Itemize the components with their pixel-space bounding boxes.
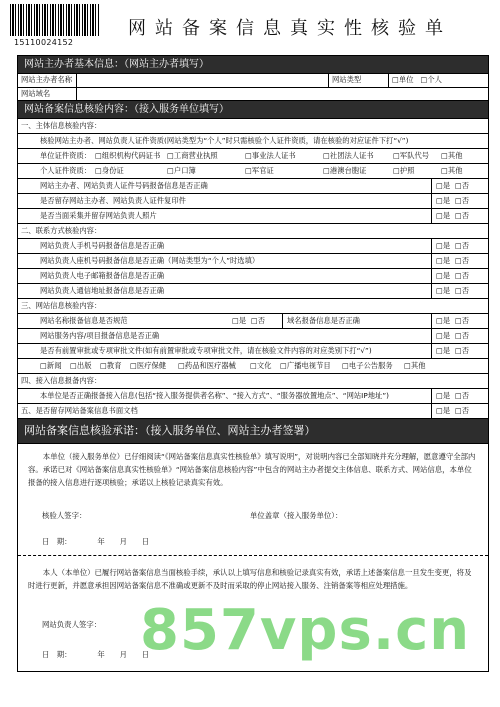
subject-instruction: 核验网站主办者、网站负责人证件资质(网站类型为“个人”时只需核验个人证件资质，请在核验的对应证件下打“√”) <box>18 134 488 149</box>
person-opt-household[interactable]: □户口簿 <box>167 166 196 175</box>
approval-opt-publishing[interactable]: □出版 <box>70 361 92 370</box>
no-checkbox[interactable]: □否 <box>250 316 266 325</box>
approval-opt-broadcast[interactable]: □广播电视节目 <box>280 361 331 370</box>
person-credentials-row <box>18 164 488 179</box>
check-row: 是否留存网站主办者、网站负责人证件复印件 □是 □否 <box>18 194 488 209</box>
approval-opt-healthcare[interactable]: □医疗保健 <box>130 361 167 370</box>
cut-line <box>18 555 488 556</box>
no-checkbox[interactable]: □否 <box>454 391 470 400</box>
check-row: 网站主办者、网站负责人证件号码报备信息是否正确 □是 □否 <box>18 179 488 194</box>
no-checkbox[interactable]: □否 <box>454 331 470 340</box>
form-row-owner <box>18 74 488 88</box>
approval-options-row <box>18 359 488 374</box>
subsection-access: 四、接入信息报备内容： <box>18 374 488 389</box>
owner-date: 日 期： 年 月 日 <box>42 650 150 659</box>
watermark: 857vps.cn <box>140 598 471 663</box>
site-type-unit-checkbox[interactable]: □单位 <box>392 75 414 84</box>
unit-opt-military[interactable]: □军队代号 <box>393 151 430 160</box>
check-row-archive: 五、是否留存网站备案信息书面文档 □是 □否 <box>18 404 488 419</box>
verifier-date: 日 期： 年 月 日 <box>42 537 150 546</box>
approval-opt-news[interactable]: □新闻 <box>40 361 62 370</box>
approval-opt-other[interactable]: □其他 <box>404 361 426 370</box>
yes-checkbox[interactable]: □是 <box>232 316 247 325</box>
yes-checkbox[interactable]: □是 <box>436 271 451 280</box>
no-checkbox[interactable]: □否 <box>454 181 470 190</box>
yes-checkbox[interactable]: □是 <box>436 256 451 265</box>
check-row: 网站负责人座机号码报备信息是否正确（网站类型为“个人”时选填） □是 □否 <box>18 254 488 269</box>
unit-opt-business-license[interactable]: □工商营业执照 <box>167 151 218 160</box>
barcode-number: 15110024152 <box>14 38 74 47</box>
site-name-check: 网站名称报备信息是否规范 <box>40 316 128 325</box>
no-checkbox[interactable]: □否 <box>454 316 470 325</box>
check-row: 是否当面采集并留存网站负责人照片 □是 □否 <box>18 209 488 224</box>
yes-checkbox[interactable]: □是 <box>436 316 451 325</box>
owner-signature-label: 网站负责人签字： <box>42 620 102 629</box>
no-checkbox[interactable]: □否 <box>454 241 470 250</box>
site-type-person-checkbox[interactable]: □个人 <box>420 75 442 84</box>
yes-checkbox[interactable]: □是 <box>436 346 451 355</box>
check-row-name-domain <box>18 314 488 329</box>
yes-checkbox[interactable]: □是 <box>436 391 451 400</box>
approval-opt-bbs[interactable]: □电子公告服务 <box>342 361 393 370</box>
check-row: 是否有前置审批或专项审批文件(如有前置审批或专项审批文件，请在核验文件内容的对应类别下打“√”) □是 □否 <box>18 344 488 359</box>
subsection-subject: 一、主体信息核验内容： <box>18 119 488 134</box>
no-checkbox[interactable]: □否 <box>454 286 470 295</box>
yes-checkbox[interactable]: □是 <box>436 241 451 250</box>
verification-form <box>17 55 489 672</box>
check-row: 网站负责人通信地址报备信息是否正确 □是 □否 <box>18 284 488 299</box>
person-opt-other[interactable]: □其他 <box>441 166 463 175</box>
yes-checkbox[interactable]: □是 <box>436 211 451 220</box>
yes-checkbox[interactable]: □是 <box>436 181 451 190</box>
check-row: 网站负责人手机号码报备信息是否正确 □是 □否 <box>18 239 488 254</box>
yes-checkbox[interactable]: □是 <box>436 406 451 415</box>
check-row: 网站负责人电子邮箱报备信息是否正确 □是 □否 <box>18 269 488 284</box>
section-header-verification: 网站备案信息核验内容：（接入服务单位填写） <box>18 101 488 119</box>
form-row-domain <box>18 88 488 102</box>
page-title: 网站备案信息真实性核验单 <box>128 18 452 39</box>
unit-credentials-row <box>18 149 488 164</box>
yes-checkbox[interactable]: □是 <box>436 196 451 205</box>
no-checkbox[interactable]: □否 <box>454 271 470 280</box>
yes-checkbox[interactable]: □是 <box>436 286 451 295</box>
person-opt-passport[interactable]: □护照 <box>393 166 415 175</box>
subsection-site: 三、网站信息核验内容： <box>18 299 488 314</box>
unit-opt-institution[interactable]: □事业法人证书 <box>245 151 296 160</box>
no-checkbox[interactable]: □否 <box>454 406 470 415</box>
approval-opt-education[interactable]: □教育 <box>100 361 122 370</box>
person-credentials-label: 个人证件资质： <box>40 166 92 175</box>
yes-checkbox[interactable]: □是 <box>436 331 451 340</box>
owner-name-label: 网站主办者名称 <box>18 74 77 87</box>
approval-opt-culture[interactable]: □文化 <box>250 361 272 370</box>
unit-opt-society[interactable]: □社团法人证书 <box>323 151 374 160</box>
section-header-commitment: 网站备案信息核验承诺：（接入服务单位、网站主办者签署） <box>18 419 488 444</box>
section-header-basic-info: 网站主办者基本信息：（网站主办者填写） <box>18 56 488 74</box>
domain-check: 域名报备信息是否正确 <box>283 314 432 328</box>
stamp-label: 单位盖章（接入服务单位）： <box>250 511 343 520</box>
check-row: 本单位是否正确报备接入信息(包括“接入服务提供者名称”、“接入方式”、“服务器放置地点”、“网站IP地址”) □是 □否 <box>18 389 488 404</box>
person-opt-officer[interactable]: □军官证 <box>245 166 274 175</box>
barcode <box>10 4 100 36</box>
owner-name-field[interactable] <box>77 74 329 87</box>
no-checkbox[interactable]: □否 <box>454 211 470 220</box>
verifier-signature-label: 核验人签字： <box>42 511 87 520</box>
no-checkbox[interactable]: □否 <box>454 256 470 265</box>
no-checkbox[interactable]: □否 <box>454 196 470 205</box>
commitment-paragraph-2: 本人（本单位）已履行网站备案信息当面核验手续，承认以上填写信息和核验记录真实有效，承诺上述备案信息一旦发生变更，将及时进行更新，并愿意承担因网站备案信息不准确或更新不及时而采取的停止网站接入服务、注销备案等相应处理措施。 <box>28 568 472 590</box>
check-row: 网站服务内容/项目报备信息是否正确 □是 □否 <box>18 329 488 344</box>
unit-credentials-label: 单位证件资质： <box>40 151 92 160</box>
commitment-paragraph-1: 本单位（接入服务单位）已仔细阅读“《网站备案信息真实性核验单》填写说明”，对说明内容已全部知晓并充分理解，愿意遵守全部内容。承诺已对《网站备案信息真实性核验单》“网站备案信息核验内容”中包含的网站主办者提交主体信息、联系方式、网站信息，本单位报备的接入信息进行逐项核验；承诺以上核验记录真实有效。 <box>28 452 476 487</box>
unit-opt-org-code[interactable]: □组织机构代码证书 <box>95 151 161 160</box>
domain-label: 网站域名 <box>18 88 77 101</box>
person-opt-id-card[interactable]: □身份证 <box>95 166 124 175</box>
site-type-label: 网站类型 <box>329 74 389 87</box>
approval-opt-drugs[interactable]: □药品和医疗器械 <box>178 361 236 370</box>
no-checkbox[interactable]: □否 <box>454 346 470 355</box>
unit-opt-other[interactable]: □其他 <box>441 151 463 160</box>
subsection-contact: 二、联系方式核验内容： <box>18 224 488 239</box>
person-opt-hkmt[interactable]: □港澳台胞证 <box>323 166 367 175</box>
domain-field[interactable] <box>77 88 488 101</box>
